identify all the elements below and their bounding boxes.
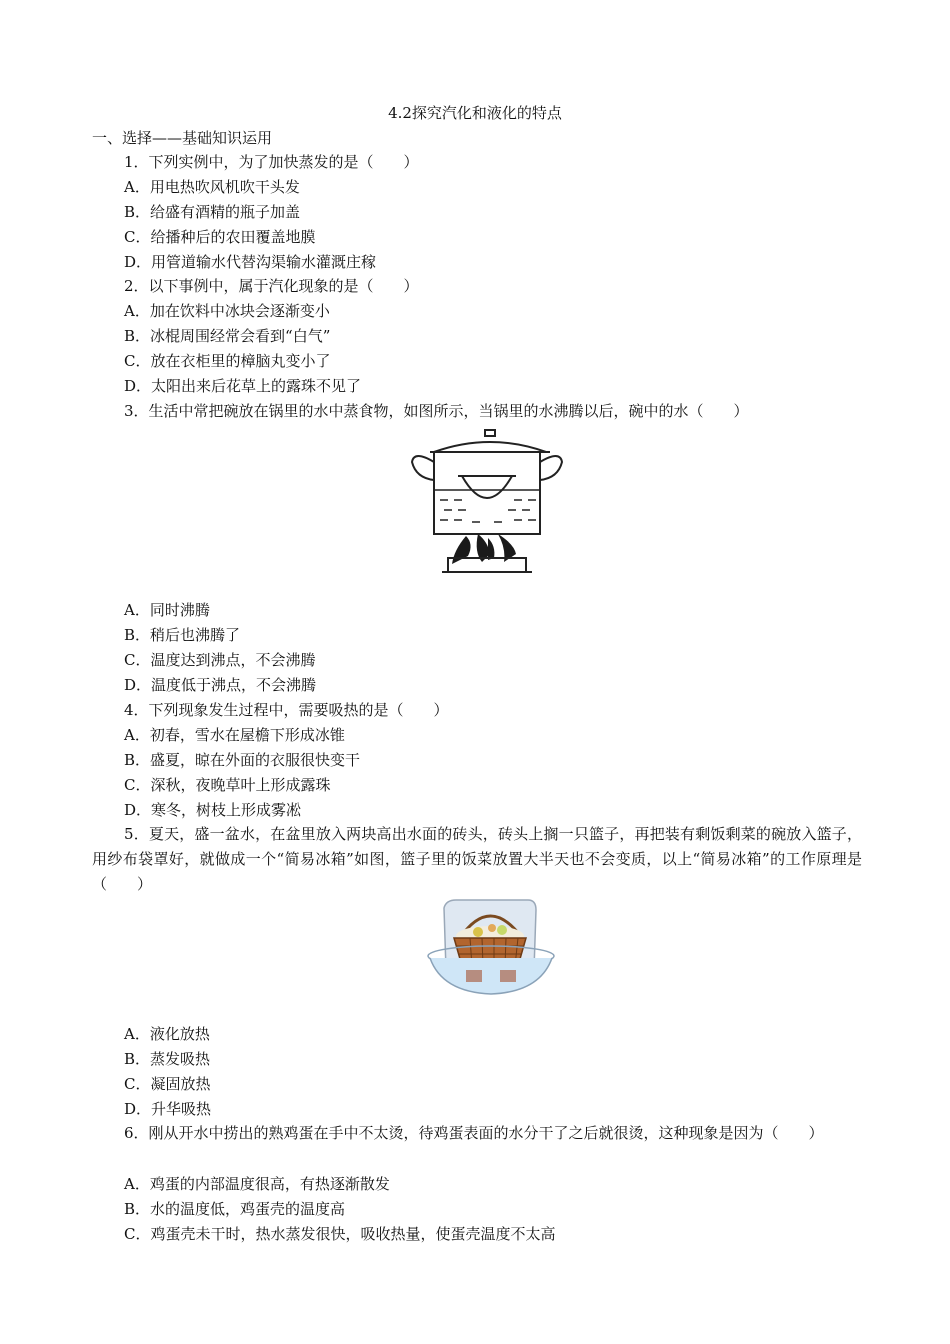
question-3-stem: 3．生活中常把碗放在锅里的水中蒸食物，如图所示，当锅里的水沸腾以后，碗中的水（ ） bbox=[124, 402, 749, 420]
question-6-option-c: C．鸡蛋壳未干时，热水蒸发很快，吸收热量，使蛋壳温度不太高 bbox=[124, 1225, 556, 1243]
question-3-option-c: C．温度达到沸点，不会沸腾 bbox=[124, 651, 316, 669]
question-6-option-b: B．水的温度低，鸡蛋壳的温度高 bbox=[124, 1200, 346, 1218]
steamer-pot-figure bbox=[404, 428, 570, 576]
section-heading: 一、选择——基础知识运用 bbox=[92, 129, 273, 147]
question-2-option-d: D．太阳出来后花草上的露珠不见了 bbox=[124, 377, 362, 395]
question-2-stem: 2．以下事例中，属于汽化现象的是（ ） bbox=[124, 277, 419, 295]
question-5-option-c: C．凝固放热 bbox=[124, 1075, 211, 1093]
question-3-option-b: B．稍后也沸腾了 bbox=[124, 626, 241, 644]
question-2-option-a: A．加在饮料中冰块会逐渐变小 bbox=[124, 302, 330, 320]
question-3-option-d: D．温度低于沸点，不会沸腾 bbox=[124, 676, 317, 694]
question-1-option-a: A．用电热吹风机吹干头发 bbox=[124, 178, 300, 196]
question-2-option-b: B．冰棍周围经常会看到“白气” bbox=[124, 327, 331, 345]
question-2-option-c: C．放在衣柜里的樟脑丸变小了 bbox=[124, 352, 331, 370]
question-5-option-d: D．升华吸热 bbox=[124, 1100, 212, 1118]
simple-fridge-figure bbox=[426, 898, 556, 998]
question-4-stem: 4．下列现象发生过程中，需要吸热的是（ ） bbox=[124, 701, 449, 719]
question-5-option-b: B．蒸发吸热 bbox=[124, 1050, 211, 1068]
question-6-stem: 6．刚从开水中捞出的熟鸡蛋在手中不太烫，待鸡蛋表面的水分干了之后就很烫，这种现象是因为（ ） bbox=[124, 1124, 824, 1142]
question-1-option-b: B．给盛有酒精的瓶子加盖 bbox=[124, 203, 301, 221]
question-1-stem: 1．下列实例中，为了加快蒸发的是（ ） bbox=[124, 153, 419, 171]
question-4-option-b: B．盛夏，晾在外面的衣服很快变干 bbox=[124, 751, 361, 769]
question-4-option-c: C．深秋，夜晚草叶上形成露珠 bbox=[124, 776, 331, 794]
page-title: 4.2探究汽化和液化的特点 bbox=[388, 104, 562, 122]
question-6-option-a: A．鸡蛋的内部温度很高，有热逐渐散发 bbox=[124, 1175, 390, 1193]
question-4-option-d: D．寒冬，树枝上形成雾凇 bbox=[124, 801, 302, 819]
question-5-option-a: A．液化放热 bbox=[124, 1025, 210, 1043]
question-1-option-c: C．给播种后的农田覆盖地膜 bbox=[124, 228, 316, 246]
question-5-stem: 5．夏天，盛一盆水，在盆里放入两块高出水面的砖头，砖头上搁一只篮子，再把装有剩饭剩菜的碗放入篮子，用纱布袋罩好，就做成一个“简易冰箱”如图，篮子里的饭菜放置大半天也不会变质，以上“简易冰箱”的工作原理是（ ） bbox=[92, 825, 862, 893]
question-4-option-a: A．初春，雪水在屋檐下形成冰锥 bbox=[124, 726, 345, 744]
question-1-option-d: D．用管道输水代替沟渠输水灌溉庄稼 bbox=[124, 253, 377, 271]
question-3-option-a: A．同时沸腾 bbox=[124, 601, 210, 619]
